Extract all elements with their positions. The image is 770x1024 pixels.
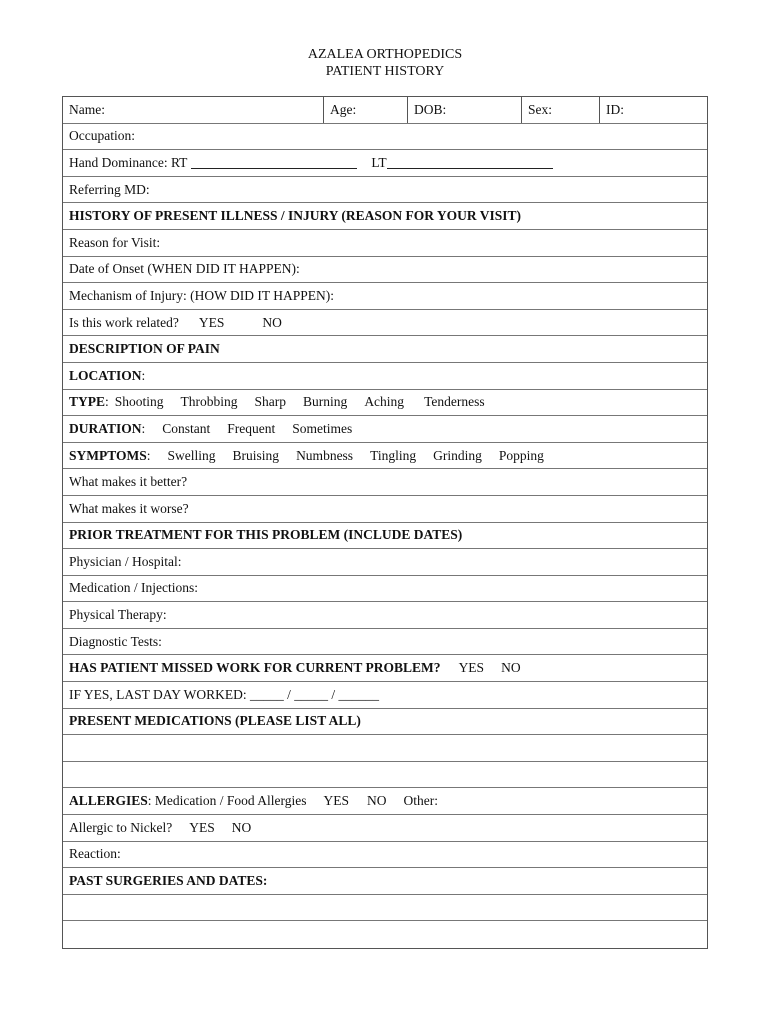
medications-section-header (63, 709, 707, 736)
location-label: LOCATION (69, 367, 142, 383)
duration-option-constant[interactable]: Constant (162, 420, 211, 436)
medication-injections-row[interactable] (63, 576, 707, 603)
work-related-label: Is this work related? (69, 314, 179, 330)
physician-row[interactable] (63, 549, 707, 576)
symptom-option-swelling[interactable]: Swelling (167, 447, 216, 463)
prior-treatment-section-header (63, 523, 707, 550)
surgeries-blank-row-1[interactable] (63, 895, 707, 922)
occupation-row[interactable] (63, 124, 707, 151)
pain-section-header (63, 336, 707, 363)
medications-blank-row-2[interactable] (63, 762, 707, 789)
surgeries-section-header (63, 868, 707, 895)
allergies-no[interactable]: NO (367, 793, 387, 809)
physical-therapy-label: Physical Therapy: (69, 607, 167, 623)
hand-dominance-row[interactable] (63, 150, 707, 177)
form-title: PATIENT HISTORY (325, 64, 445, 79)
allergies-label: ALLERGIES (69, 793, 148, 809)
type-option-throbbing[interactable]: Throbbing (180, 394, 238, 410)
id-label: ID: (606, 101, 624, 117)
symptoms-label: SYMPTOMS (69, 447, 147, 463)
lt-label: LT (371, 154, 387, 170)
last-day-worked-label: IF YES, LAST DAY WORKED: _____ / _____ / ______ (69, 686, 380, 702)
medications-header-text: PRESENT MEDICATIONS (PLEASE LIST ALL) (69, 713, 361, 729)
diagnostic-tests-label: Diagnostic Tests: (69, 633, 162, 649)
name-field[interactable] (63, 97, 324, 123)
symptom-option-grinding[interactable]: Grinding (433, 447, 482, 463)
demographics-row (63, 97, 707, 124)
allergies-text: : Medication / Food Allergies (147, 793, 307, 809)
missed-work-row (63, 655, 707, 682)
duration-label: DURATION (69, 420, 142, 436)
diagnostic-tests-row[interactable] (63, 629, 707, 656)
clinic-name: AZALEA ORTHOPEDICS (307, 47, 463, 62)
onset-label: Date of Onset (WHEN DID IT HAPPEN): (69, 261, 300, 277)
nickel-no[interactable]: NO (231, 819, 252, 835)
age-field[interactable] (324, 97, 408, 123)
type-option-sharp[interactable]: Sharp (254, 394, 287, 410)
referring-row[interactable] (63, 177, 707, 204)
symptoms-row: SYMPTOMS : Swelling Bruising Numbness Tingling Grinding Popping (63, 443, 707, 470)
referring-label: Referring MD: (69, 181, 150, 197)
better-row[interactable] (63, 469, 707, 496)
nickel-row (63, 815, 707, 842)
surgeries-header-text: PAST SURGERIES AND DATES: (69, 873, 268, 889)
work-related-no[interactable]: NO (262, 314, 282, 330)
type-option-shooting[interactable]: Shooting (114, 394, 164, 410)
type-option-burning[interactable]: Burning (303, 394, 348, 410)
sex-label: Sex: (528, 101, 553, 117)
better-label: What makes it better? (69, 474, 188, 490)
type-label: TYPE (69, 394, 106, 410)
missed-work-yes[interactable]: YES (458, 660, 485, 676)
nickel-yes[interactable]: YES (189, 819, 215, 835)
last-day-worked-row[interactable] (63, 682, 707, 709)
physician-label: Physician / Hospital: (69, 553, 182, 569)
age-label: Age: (330, 101, 357, 117)
hand-dominance-label: Hand Dominance: RT (69, 154, 188, 170)
allergies-row (63, 788, 707, 815)
type-option-aching[interactable]: Aching (364, 394, 405, 410)
work-related-row (63, 310, 707, 337)
mechanism-label: Mechanism of Injury: (HOW DID IT HAPPEN): (69, 287, 334, 303)
surgeries-blank-row-2[interactable] (63, 921, 707, 948)
medications-blank-row-1[interactable] (63, 735, 707, 762)
medication-injections-label: Medication / Injections: (69, 580, 198, 596)
type-row: TYPE : Shooting Throbbing Sharp Burning Aching Tenderness (63, 390, 707, 417)
rt-blank[interactable] (191, 156, 357, 169)
sex-field[interactable] (522, 97, 600, 123)
type-option-tenderness[interactable]: Tenderness (424, 394, 485, 410)
allergies-yes[interactable]: YES (323, 793, 350, 809)
onset-row[interactable] (63, 257, 707, 284)
duration-option-sometimes[interactable]: Sometimes (292, 420, 353, 436)
physical-therapy-row[interactable] (63, 602, 707, 629)
worse-label: What makes it worse? (69, 500, 189, 516)
worse-row[interactable] (63, 496, 707, 523)
hpi-section-header (63, 203, 707, 230)
form-header (0, 46, 770, 80)
reason-row[interactable] (63, 230, 707, 257)
prior-treatment-header-text: PRIOR TREATMENT FOR THIS PROBLEM (INCLUDE DATES) (69, 527, 463, 543)
dob-label: DOB: (414, 101, 447, 117)
pain-header-text: DESCRIPTION OF PAIN (69, 341, 220, 357)
symptom-option-numbness[interactable]: Numbness (296, 447, 354, 463)
history-form (62, 96, 708, 949)
symptom-option-tingling[interactable]: Tingling (370, 447, 417, 463)
symptom-option-popping[interactable]: Popping (498, 447, 544, 463)
duration-option-frequent[interactable]: Frequent (227, 420, 276, 436)
allergies-other[interactable]: Other: (403, 793, 439, 809)
hpi-header-text: HISTORY OF PRESENT ILLNESS / INJURY (REASON FOR YOUR VISIT) (69, 208, 522, 224)
reason-label: Reason for Visit: (69, 234, 161, 250)
symptom-option-bruising[interactable]: Bruising (232, 447, 280, 463)
work-related-yes[interactable]: YES (198, 314, 225, 330)
dob-field[interactable] (408, 97, 522, 123)
nickel-label: Allergic to Nickel? (69, 819, 173, 835)
occupation-label: Occupation: (69, 128, 135, 144)
reaction-row[interactable] (63, 842, 707, 869)
missed-work-label: HAS PATIENT MISSED WORK FOR CURRENT PROBLEM? (69, 660, 441, 676)
duration-row: DURATION : Constant Frequent Sometimes (63, 416, 707, 443)
id-field[interactable] (600, 97, 707, 123)
mechanism-row[interactable] (63, 283, 707, 310)
missed-work-no[interactable]: NO (501, 660, 521, 676)
reaction-label: Reaction: (69, 846, 121, 862)
name-label: Name: (69, 101, 105, 117)
lt-blank[interactable] (387, 156, 553, 169)
location-row[interactable]: LOCATION : (63, 363, 707, 390)
